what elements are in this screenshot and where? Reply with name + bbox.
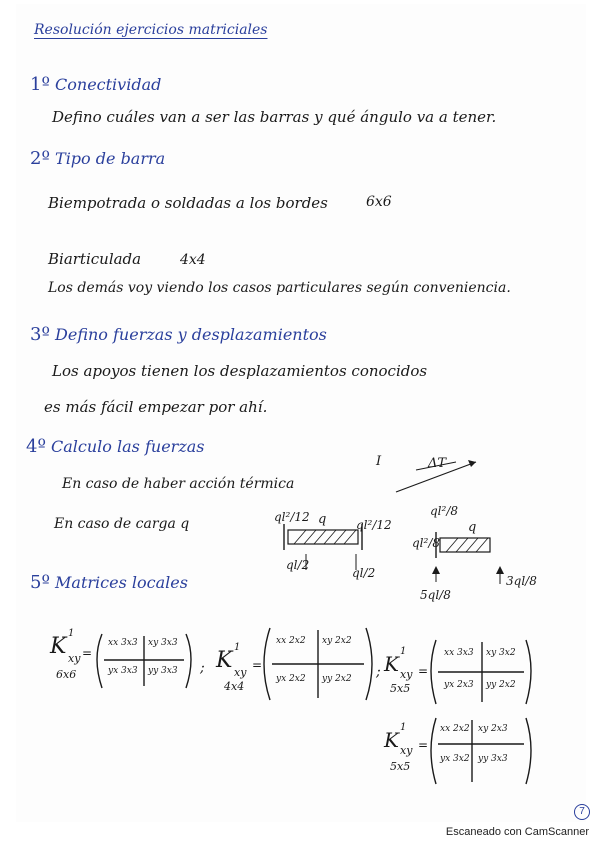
matrix-1-block-xx: xx 3x3 (108, 638, 138, 648)
matrix-1-block-yx: yx 3x3 (108, 666, 138, 676)
matrix-2-k: K (216, 648, 233, 673)
matrix-4-k: K (384, 728, 399, 752)
matrix-3-block-yy: yy 2x2 (486, 680, 516, 690)
beam-1-right-moment: ql²/12 (356, 518, 392, 532)
step-4-line-1: En caso de haber acción térmica (62, 476, 295, 492)
matrix-3-sup: 1 (400, 646, 407, 657)
page-title: Resolución ejercicios matriciales (34, 22, 268, 38)
thermal-label-i: I (376, 454, 382, 469)
matrix-2-block-yy: yy 2x2 (322, 674, 352, 684)
step-2-number: 2º (30, 148, 50, 169)
step-2-dim-6x6: 6x6 (366, 194, 392, 210)
beam-1-hatching (294, 530, 356, 544)
matrix-4-equals: = (418, 738, 429, 752)
matrix-1-k: K (50, 634, 67, 659)
step-4-number: 4º (26, 436, 46, 457)
step-5-heading (30, 572, 188, 593)
step-1-title: Conectividad (55, 75, 162, 94)
step-2-dim-4x4: 4x4 (180, 252, 206, 268)
matrix-3-sub: xy (400, 668, 413, 681)
matrix-2-block-yx: yx 2x2 (276, 674, 306, 684)
matrix-3-equals: = (418, 664, 429, 678)
matrix-2-block-xy: xy 2x2 (322, 636, 352, 646)
beam-2-left-reaction-label: 5ql/8 (420, 588, 451, 602)
step-2-line-3: Los demás voy viendo los casos particulares según conveniencia. (48, 280, 511, 296)
page-number: 7 (574, 804, 590, 820)
notebook-page (16, 4, 586, 822)
matrix-3-block-yx: yx 2x3 (444, 680, 474, 690)
step-2-line-1: Biempotrada o soldadas a los bordes (48, 194, 328, 212)
matrix-1-block-xy: xy 3x3 (148, 638, 178, 648)
matrix-4-block-yx: yx 3x2 (440, 754, 470, 764)
matrix-1-equals: = (82, 646, 93, 660)
matrix-3-dim: 5x5 (390, 682, 411, 695)
step-3-line-2: es más fácil empezar por ahí. (44, 398, 268, 416)
beam-2-right-reaction-head (496, 566, 504, 574)
step-2-title: Tipo de barra (55, 149, 166, 168)
matrix-1-sub: xy (68, 652, 81, 665)
matrix-2-sub: xy (234, 666, 247, 679)
matrix-1-dim: 6x6 (56, 668, 77, 681)
step-1-text: Defino cuáles van a ser las barras y qué ángulo va a tener. (52, 108, 497, 126)
matrix-1-block-yy: yy 3x3 (148, 666, 178, 676)
matrix-2-dim: 4x4 (224, 680, 245, 693)
matrix-4-sup: 1 (400, 722, 407, 733)
step-5-title: Matrices locales (55, 573, 188, 592)
thermal-arrowhead (468, 460, 476, 467)
matrix-2-block-xx: xx 2x2 (276, 636, 306, 646)
matrix-4-block-xy: xy 2x3 (478, 724, 508, 734)
beam-2-right-reaction-label: 3ql/8 (506, 574, 537, 588)
beam-1-left-moment: ql²/12 (274, 510, 310, 524)
thermal-label-dt: ΔT (428, 456, 447, 471)
beam-2-load-q: q (468, 520, 477, 535)
step-3-title: Defino fuerzas y desplazamientos (55, 325, 327, 344)
matrix-3-block-xx: xx 3x3 (444, 648, 474, 658)
matrix-separator-2: ; (376, 664, 381, 680)
matrix-1-sup: 1 (68, 628, 75, 639)
matrix-4-sub: xy (400, 744, 413, 757)
beam-2-hatching (446, 538, 488, 552)
beam-2-left-reaction-head (432, 566, 440, 574)
matrix-4-block-xx: xx 2x2 (440, 724, 470, 734)
matrix-3-block-xy: xy 3x2 (486, 648, 516, 658)
step-5-number: 5º (30, 572, 50, 593)
matrix-separator-1: ; (200, 660, 205, 676)
beam-1-load-q: q (318, 512, 327, 527)
beam-1 (288, 530, 358, 544)
matrix-2-equals: = (252, 658, 263, 672)
matrix-2-sup: 1 (234, 642, 241, 653)
step-1-number: 1º (30, 74, 50, 95)
beam-1-right-reaction-label: ql/2 (352, 566, 376, 580)
step-3-line-1: Los apoyos tienen los desplazamientos conocidos (52, 362, 428, 380)
step-4-line-2: En caso de carga q (54, 516, 190, 532)
scanner-watermark: Escaneado con CamScanner (445, 826, 589, 838)
beam-2-left-moment: ql²/8 (412, 536, 441, 550)
beam-sketches (16, 4, 586, 822)
matrix-3-k: K (384, 652, 399, 676)
step-2-line-2: Biarticulada (48, 250, 142, 268)
matrix-4-block-yy: yy 3x3 (478, 754, 508, 764)
step-3-number: 3º (30, 324, 50, 345)
matrix-4-dim: 5x5 (390, 760, 411, 773)
beam-2-top-moment: ql²/8 (430, 504, 459, 518)
beam-1-left-reaction-label: ql/2 (286, 558, 310, 572)
step-4-title: Calculo las fuerzas (51, 437, 205, 456)
